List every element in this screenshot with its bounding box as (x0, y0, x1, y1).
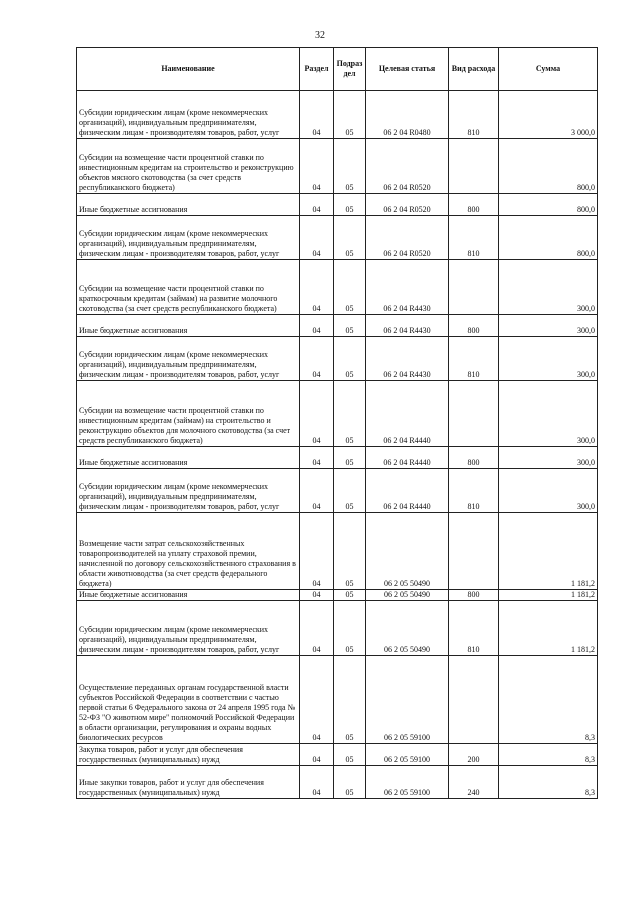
cell-target: 06 2 04 R0520 (366, 216, 449, 260)
cell-podrazdel: 05 (334, 590, 366, 601)
header-vid: Вид расхода (449, 48, 499, 91)
cell-podrazdel: 05 (334, 469, 366, 513)
cell-razdel: 04 (300, 601, 334, 656)
cell-podrazdel: 05 (334, 260, 366, 315)
cell-razdel: 04 (300, 656, 334, 744)
cell-sum: 3 000,0 (499, 91, 598, 139)
cell-podrazdel: 05 (334, 766, 366, 799)
cell-target: 06 2 04 R0520 (366, 194, 449, 216)
cell-sum: 8,3 (499, 744, 598, 766)
cell-vid: 200 (449, 744, 499, 766)
cell-vid: 800 (449, 447, 499, 469)
budget-table (76, 47, 598, 799)
cell-sum: 300,0 (499, 260, 598, 315)
cell-name: Иные закупки товаров, работ и услуг для обеспечения государственных (муниципальных) нужд (77, 766, 300, 799)
cell-vid (449, 656, 499, 744)
table-row (77, 260, 598, 315)
cell-target: 06 2 05 50490 (366, 590, 449, 601)
table-row (77, 216, 598, 260)
cell-vid: 800 (449, 194, 499, 216)
cell-razdel: 04 (300, 337, 334, 381)
cell-name: Закупка товаров, работ и услуг для обеспечения государственных (муниципальных) нужд (77, 744, 300, 766)
cell-name: Иные бюджетные ассигнования (77, 194, 300, 216)
cell-name: Субсидии на возмещение части процентной ставки по краткосрочным кредитам (займам) на развитие молочного скотоводства (за счет средств республиканского бюджета) (77, 260, 300, 315)
header-razdel: Раздел (300, 48, 334, 91)
cell-razdel: 04 (300, 260, 334, 315)
header-target: Целевая статья (366, 48, 449, 91)
cell-name: Субсидии юридическим лицам (кроме некоммерческих организаций), индивидуальным предпринимателям, физическим лицам - производителям товаров, работ, услуг (77, 601, 300, 656)
header-sum: Сумма (499, 48, 598, 91)
cell-target: 06 2 04 R4440 (366, 447, 449, 469)
cell-sum: 300,0 (499, 337, 598, 381)
cell-target: 06 2 04 R4430 (366, 337, 449, 381)
cell-name: Субсидии юридическим лицам (кроме некоммерческих организаций), индивидуальным предпринимателям, физическим лицам - производителям товаров, работ, услуг (77, 337, 300, 381)
cell-target: 06 2 05 59100 (366, 744, 449, 766)
cell-razdel: 04 (300, 139, 334, 194)
header-name: Наименование (77, 48, 300, 91)
cell-name: Субсидии юридическим лицам (кроме некоммерческих организаций), индивидуальным предпринимателям, физическим лицам - производителям товаров, работ, услуг (77, 91, 300, 139)
cell-vid (449, 513, 499, 590)
page-number: 32 (315, 30, 325, 41)
cell-name: Субсидии на возмещение части процентной ставки по инвестиционным кредитам на строительство и реконструкцию объектов мясного скотоводства (за счет средств республиканского бюджета) (77, 139, 300, 194)
table-row (77, 447, 598, 469)
cell-vid: 800 (449, 590, 499, 601)
cell-vid (449, 260, 499, 315)
cell-sum: 800,0 (499, 139, 598, 194)
cell-podrazdel: 05 (334, 337, 366, 381)
cell-sum: 1 181,2 (499, 590, 598, 601)
cell-razdel: 04 (300, 315, 334, 337)
cell-target: 06 2 04 R4440 (366, 469, 449, 513)
cell-podrazdel: 05 (334, 656, 366, 744)
table-body (77, 91, 598, 799)
table-row (77, 315, 598, 337)
cell-sum: 8,3 (499, 656, 598, 744)
header-podrazdel: Подраз дел (334, 48, 366, 91)
table-row (77, 337, 598, 381)
cell-vid: 810 (449, 469, 499, 513)
cell-razdel: 04 (300, 766, 334, 799)
cell-vid: 810 (449, 216, 499, 260)
cell-name: Субсидии юридическим лицам (кроме некоммерческих организаций), индивидуальным предпринимателям, физическим лицам - производителям товаров, работ, услуг (77, 469, 300, 513)
cell-razdel: 04 (300, 744, 334, 766)
cell-razdel: 04 (300, 447, 334, 469)
cell-razdel: 04 (300, 381, 334, 447)
cell-podrazdel: 05 (334, 91, 366, 139)
cell-razdel: 04 (300, 91, 334, 139)
cell-target: 06 2 04 R4430 (366, 315, 449, 337)
cell-sum: 300,0 (499, 315, 598, 337)
cell-name: Субсидии на возмещение части процентной ставки по инвестиционным кредитам (займам) на строительство и реконструкцию объектов для молочного скотоводства (за счет средств республиканского бюджета) (77, 381, 300, 447)
cell-vid: 800 (449, 315, 499, 337)
cell-target: 06 2 05 50490 (366, 513, 449, 590)
cell-vid: 810 (449, 337, 499, 381)
cell-podrazdel: 05 (334, 315, 366, 337)
table-row (77, 194, 598, 216)
cell-name: Иные бюджетные ассигнования (77, 447, 300, 469)
table-row (77, 656, 598, 744)
table-row (77, 590, 598, 601)
cell-name: Иные бюджетные ассигнования (77, 315, 300, 337)
cell-podrazdel: 05 (334, 601, 366, 656)
table-row (77, 513, 598, 590)
cell-razdel: 04 (300, 216, 334, 260)
table-row (77, 744, 598, 766)
cell-sum: 1 181,2 (499, 601, 598, 656)
cell-razdel: 04 (300, 513, 334, 590)
table-header-row (77, 48, 598, 91)
cell-vid: 810 (449, 601, 499, 656)
cell-sum: 300,0 (499, 381, 598, 447)
table-row (77, 139, 598, 194)
cell-name: Возмещение части затрат сельскохозяйственных товаропроизводителей на уплату страховой премии, начисленной по договору сельскохозяйственного страхования в области животноводства (за счет средств федерального бюджета) (77, 513, 300, 590)
table-row (77, 601, 598, 656)
cell-sum: 300,0 (499, 447, 598, 469)
cell-vid: 810 (449, 91, 499, 139)
cell-podrazdel: 05 (334, 381, 366, 447)
table-row (77, 381, 598, 447)
cell-vid: 240 (449, 766, 499, 799)
cell-sum: 8,3 (499, 766, 598, 799)
cell-razdel: 04 (300, 194, 334, 216)
cell-sum: 800,0 (499, 216, 598, 260)
cell-sum: 300,0 (499, 469, 598, 513)
cell-name: Иные бюджетные ассигнования (77, 590, 300, 601)
cell-podrazdel: 05 (334, 216, 366, 260)
cell-sum: 800,0 (499, 194, 598, 216)
cell-podrazdel: 05 (334, 447, 366, 469)
cell-target: 06 2 04 R0480 (366, 91, 449, 139)
cell-podrazdel: 05 (334, 513, 366, 590)
cell-vid (449, 139, 499, 194)
cell-target: 06 2 05 59100 (366, 766, 449, 799)
cell-sum: 1 181,2 (499, 513, 598, 590)
cell-razdel: 04 (300, 469, 334, 513)
cell-podrazdel: 05 (334, 139, 366, 194)
cell-razdel: 04 (300, 590, 334, 601)
cell-name: Осуществление переданных органам государственной власти субъектов Российской Федерации в соответствии с частью первой статьи 6 Федерального закона от 24 апреля 1995 года № 52-ФЗ "О животном мире" полномочий Российской Федерации в области организации, регулирования и охраны водных биологических ресурсов (77, 656, 300, 744)
cell-podrazdel: 05 (334, 744, 366, 766)
cell-target: 06 2 04 R4430 (366, 260, 449, 315)
cell-name: Субсидии юридическим лицам (кроме некоммерческих организаций), индивидуальным предпринимателям, физическим лицам - производителям товаров, работ, услуг (77, 216, 300, 260)
table-row (77, 469, 598, 513)
cell-vid (449, 381, 499, 447)
table-row (77, 91, 598, 139)
cell-target: 06 2 04 R4440 (366, 381, 449, 447)
table-row (77, 766, 598, 799)
cell-target: 06 2 05 50490 (366, 601, 449, 656)
cell-target: 06 2 04 R0520 (366, 139, 449, 194)
cell-target: 06 2 05 59100 (366, 656, 449, 744)
cell-podrazdel: 05 (334, 194, 366, 216)
